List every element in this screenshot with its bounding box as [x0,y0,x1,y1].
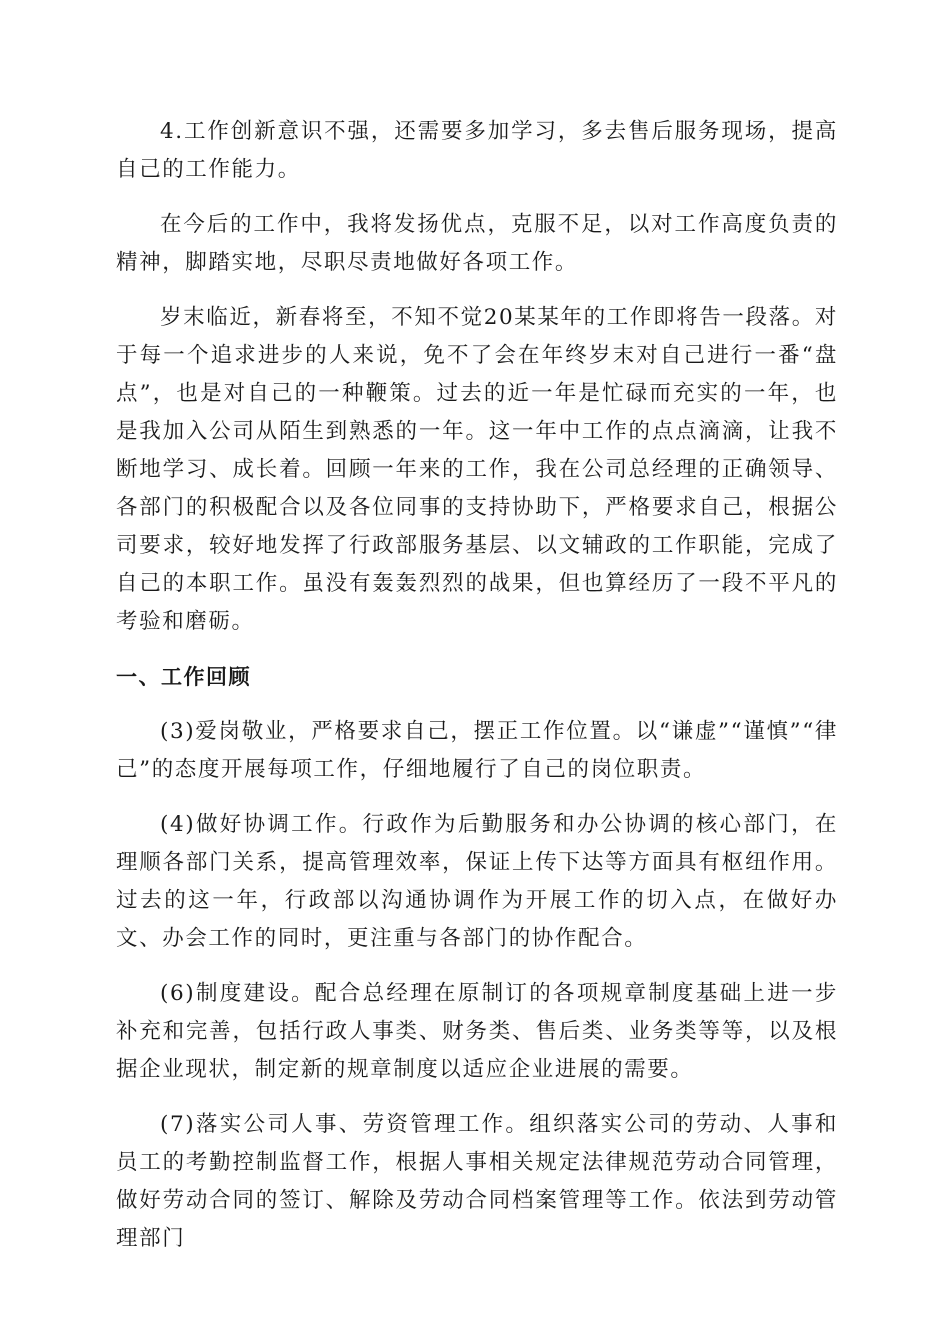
paragraph-improvement-point: 4.工作创新意识不强，还需要多加学习，多去售后服务现场，提高自己的工作能力。 [116,119,838,182]
paragraph-year-end-intro: 岁末临近，新春将至，不知不觉20某某年的工作即将告一段落。对于每一个追求进步的人来说，免不了会在年终岁末对自己进行一番“盘点”，也是对自己的一种鞭策。过去的近一年是忙碌而充实的一年，也是我加入公司从陌生到熟悉的一年。这一年中工作的点点滴滴，让我不断地学习、成长着。回顾一年来的工作，我在公司总经理的正确领导、各部门的积极配合以及各位同事的支持协助下，严格要求自己，根据公司要求，较好地发挥了行政部服务基层、以文辅政的工作职能，完成了自己的本职工作。虽没有轰轰烈烈的战果，但也算经历了一段不平凡的考验和磨砺。 [116,305,838,634]
paragraph-item-6: (6)制度建设。配合总经理在原制订的各项规章制度基础上进一步补充和完善，包括行政人事类、财务类、售后类、业务类等等，以及根据企业现状，制定新的规章制度以适应企业进展的需要。 [116,981,838,1082]
paragraph-item-7: (7)落实公司人事、劳资管理工作。组织落实公司的劳动、人事和员工的考勤控制监督工作，根据人事相关规定法律规范劳动合同管理，做好劳动合同的签订、解除及劳动合同档案管理等工作。依法到劳动管理部门 [116,1112,838,1251]
paragraph-item-4: (4)做好协调工作。行政作为后勤服务和办公协调的核心部门，在理顺各部门关系，提高管理效率，保证上传下达等方面具有枢纽作用。过去的这一年，行政部以沟通协调作为开展工作的切入点，在做好办文、办会工作的同时，更注重与各部门的协作配合。 [116,812,838,951]
section-heading-work-review: 一、工作回顾 [116,665,251,689]
document-body [116,113,838,1275]
paragraph-item-3: (3)爱岗敬业，严格要求自己，摆正工作位置。以“谦虚”“谨慎”“律己”的态度开展每项工作，仔细地履行了自己的岗位职责。 [116,719,838,782]
paragraph-future-commitment: 在今后的工作中，我将发扬优点，克服不足，以对工作高度负责的精神，脚踏实地，尽职尽责地做好各项工作。 [116,212,838,275]
